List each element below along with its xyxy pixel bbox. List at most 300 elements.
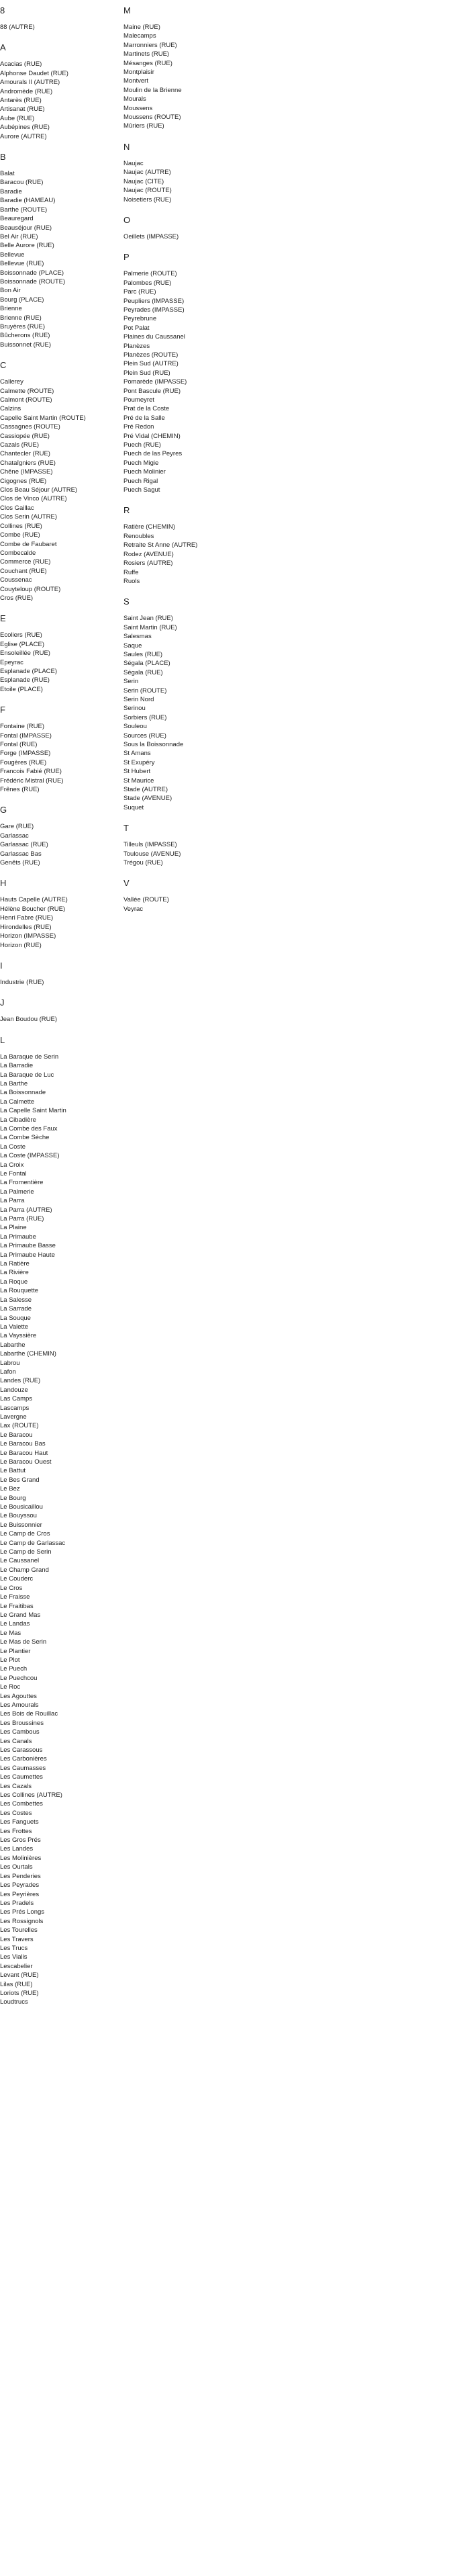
- street-name: Garlassac (RUE): [0, 841, 48, 849]
- street-name: Garlassac Bas: [0, 850, 42, 858]
- street-name: Saules (RUE): [123, 650, 163, 658]
- street-name: St Amans: [123, 750, 151, 758]
- street-name: Coussenac: [0, 576, 32, 584]
- street-name: Plein Sud (RUE): [123, 369, 170, 377]
- street-name: La Souque: [0, 1314, 31, 1322]
- street-name: Le Mas: [0, 1629, 21, 1637]
- street-name: Combe (RUE): [0, 531, 40, 539]
- street-name: La Palmerie: [0, 1188, 34, 1196]
- street-name: La Plaine: [0, 1224, 27, 1232]
- street-name: Fougères (RUE): [0, 758, 47, 766]
- street-name: Malecamps: [123, 32, 156, 40]
- street-name: Couchant (RUE): [0, 567, 47, 575]
- street-name: Puech Sagut: [123, 486, 160, 494]
- street-name: Le Bes Grand: [0, 1476, 40, 1484]
- street-name: La Rouquette: [0, 1287, 39, 1295]
- street-list: [0, 377, 121, 603]
- street-name: Palmerie (ROUTE): [123, 270, 177, 278]
- street-name: Amourals II (AUTRE): [0, 79, 60, 87]
- street-name: Trégou (RUE): [123, 859, 163, 867]
- street-name: Le Cros: [0, 1584, 23, 1592]
- street-name: Alphonse Daudet (RUE): [0, 69, 68, 77]
- letter-section: [0, 152, 121, 349]
- street-name: Gare (RUE): [0, 823, 34, 831]
- street-name: Les Molinières: [0, 1854, 42, 1862]
- letter-heading: G: [0, 805, 7, 815]
- street-name: Mésanges (RUE): [123, 59, 172, 67]
- street-name: Le Fraitibas: [0, 1602, 34, 1610]
- street-name: Hauts Capelle (AUTRE): [0, 896, 68, 904]
- street-name: Prat de la Coste: [123, 405, 170, 413]
- street-name: Les Penderies: [0, 1872, 41, 1880]
- street-name: La Valette: [0, 1323, 29, 1331]
- street-name: Fontaine (RUE): [0, 723, 44, 731]
- street-name: Labrou: [0, 1359, 20, 1367]
- street-name: Le Bourg: [0, 1494, 26, 1502]
- street-name: Levant (RUE): [0, 1971, 39, 1980]
- street-name: La Sarrade: [0, 1305, 32, 1313]
- street-name: Les Gros Prés: [0, 1836, 41, 1845]
- street-name: Pomarède (IMPASSE): [123, 378, 187, 386]
- street-name: Capelle Saint Martin (ROUTE): [0, 414, 86, 422]
- street-name: Montplaisir: [123, 69, 154, 77]
- street-name: Serin: [123, 678, 139, 686]
- street-name: Bellevue (RUE): [0, 260, 44, 268]
- street-list: [0, 822, 121, 867]
- street-name: Bûcherons (RUE): [0, 332, 50, 340]
- street-name: Le Baracou: [0, 1431, 33, 1439]
- street-name: Esplanade (RUE): [0, 676, 50, 684]
- street-name: Le Mas de Serin: [0, 1638, 47, 1646]
- street-name: La Capelle Saint Martin: [0, 1107, 66, 1115]
- street-name: Puech Rigal: [123, 477, 158, 485]
- street-name: Les Collines (AUTRE): [0, 1791, 62, 1800]
- street-name: Vallée (ROUTE): [123, 896, 169, 904]
- street-name: Le Couderc: [0, 1575, 34, 1583]
- street-name: Baradie: [0, 187, 22, 195]
- street-name: Les Broussines: [0, 1719, 44, 1727]
- street-name: Artisanat (RUE): [0, 105, 45, 114]
- street-name: Cros (RUE): [0, 594, 34, 602]
- street-name: Les Peyrières: [0, 1890, 40, 1898]
- street-name: Puech Molinier: [123, 468, 166, 476]
- street-name: Brienne: [0, 305, 22, 313]
- letter-heading: L: [0, 1034, 5, 1045]
- street-name: Pré de la Salle: [123, 414, 165, 422]
- street-name: Tilleuls (IMPASSE): [123, 841, 177, 849]
- street-name: La Combe des Faux: [0, 1124, 58, 1132]
- street-name: Bruyères (RUE): [0, 322, 46, 330]
- letter-section: [123, 5, 258, 131]
- street-name: Maine (RUE): [123, 24, 160, 31]
- street-name: Henri Fabre (RUE): [0, 914, 54, 922]
- street-name: Serinou: [123, 705, 146, 713]
- street-name: Collines (RUE): [0, 522, 42, 530]
- street-name: Plaines du Caussanel: [123, 333, 185, 341]
- street-name: La Barthe: [0, 1079, 28, 1087]
- letter-heading: 8: [0, 5, 5, 15]
- street-name: Poumeyret: [123, 396, 154, 404]
- street-list: [0, 722, 121, 794]
- street-name: Commerce (RUE): [0, 558, 51, 566]
- street-name: Balat: [0, 170, 15, 178]
- street-name: Frênes (RUE): [0, 786, 40, 794]
- street-name: Jean Boudou (RUE): [0, 1016, 58, 1024]
- street-name: Clos de Vinco (AUTRE): [0, 495, 67, 503]
- street-name: Andromède (RUE): [0, 87, 53, 95]
- letter-heading: S: [123, 596, 130, 607]
- street-name: Clos Gaillac: [0, 504, 34, 512]
- street-name: Boissonnade (PLACE): [0, 269, 64, 277]
- street-name: Naujac (ROUTE): [123, 187, 172, 195]
- street-name: La Cibadière: [0, 1116, 36, 1124]
- street-name: Genêts (RUE): [0, 859, 40, 867]
- street-name: Les Caumasses: [0, 1764, 46, 1772]
- street-name: St Exupéry: [123, 758, 155, 766]
- street-name: Horizon (RUE): [0, 941, 42, 949]
- letter-section: [0, 5, 121, 32]
- street-name: Bon Air: [0, 287, 21, 295]
- street-name: Pré Redon: [123, 423, 154, 431]
- street-name: Le Bez: [0, 1485, 20, 1493]
- letter-section: [0, 805, 121, 867]
- street-name: Peyrebrune: [123, 315, 157, 323]
- street-list: [123, 269, 258, 494]
- street-name: Chantecler (RUE): [0, 450, 50, 458]
- street-name: La Barradie: [0, 1062, 34, 1070]
- street-name: Les Canals: [0, 1737, 32, 1745]
- street-name: La Baraque de Luc: [0, 1071, 54, 1079]
- street-name: Sorbiers (RUE): [123, 713, 167, 721]
- street-list: [0, 60, 121, 141]
- street-name: Aurore (AUTRE): [0, 132, 47, 140]
- street-name: Les Bois de Rouillac: [0, 1710, 58, 1718]
- street-name: Buissonnet (RUE): [0, 341, 52, 349]
- street-name: Les Agouttes: [0, 1692, 37, 1700]
- street-name: Saque: [123, 641, 142, 650]
- street-name: Lavergne: [0, 1413, 27, 1421]
- street-name: Frédéric Mistral (RUE): [0, 776, 64, 785]
- street-index-left-column: [0, 5, 121, 2018]
- street-name: Peupliers (IMPASSE): [123, 297, 185, 305]
- street-name: Callerey: [0, 378, 23, 386]
- street-name: Les Carbonières: [0, 1755, 47, 1763]
- street-name: Landouze: [0, 1386, 28, 1394]
- street-name: La Coste (IMPASSE): [0, 1152, 60, 1160]
- street-name: St Hubert: [123, 768, 151, 776]
- street-name: 88 (AUTRE): [0, 24, 35, 31]
- street-name: Mourals: [123, 95, 146, 103]
- street-name: Fontal (RUE): [0, 741, 38, 748]
- street-name: Beauregard: [0, 215, 34, 223]
- street-name: La Coste: [0, 1143, 26, 1151]
- street-name: Le Fontal: [0, 1170, 27, 1178]
- street-name: Naujac (CITE): [123, 177, 164, 185]
- street-list: [123, 23, 258, 131]
- street-name: La Vayssière: [0, 1332, 37, 1340]
- street-name: Les Cazals: [0, 1782, 32, 1790]
- street-name: Calmont (ROUTE): [0, 396, 52, 404]
- letter-section: [0, 42, 121, 141]
- street-name: Puech Migie: [123, 459, 159, 467]
- street-list: [123, 159, 258, 204]
- street-name: Rosiers (AUTRE): [123, 560, 173, 568]
- street-name: Le Roc: [0, 1683, 21, 1691]
- street-name: Antarès (RUE): [0, 97, 42, 105]
- street-name: Forge (IMPASSE): [0, 750, 51, 758]
- letter-section: [123, 823, 258, 867]
- street-name: Clos Serin (AUTRE): [0, 513, 57, 521]
- street-name: Les Combettes: [0, 1800, 43, 1808]
- letter-section: [123, 142, 258, 204]
- letter-heading: O: [123, 214, 131, 225]
- street-name: Cassiopée (RUE): [0, 432, 50, 440]
- street-name: Renoubles: [123, 532, 154, 540]
- street-name: La Roque: [0, 1278, 28, 1286]
- street-name: Les Pradels: [0, 1899, 34, 1907]
- street-name: Couyteloup (ROUTE): [0, 585, 61, 593]
- street-name: Stade (AVENUE): [123, 795, 172, 803]
- street-name: Labarthe: [0, 1341, 26, 1349]
- letter-heading: N: [123, 141, 130, 152]
- letter-heading: V: [123, 878, 130, 889]
- street-list: [0, 978, 121, 987]
- street-name: Les Travers: [0, 1935, 34, 1943]
- street-name: Aubépines (RUE): [0, 124, 50, 132]
- letter-section: [0, 1035, 121, 2007]
- street-name: Le Puech: [0, 1665, 28, 1673]
- street-name: St Maurice: [123, 776, 154, 785]
- street-name: Les Carassous: [0, 1746, 43, 1754]
- street-list: [123, 523, 258, 586]
- letter-section: [0, 878, 121, 949]
- street-name: La Primaube: [0, 1233, 36, 1241]
- letter-heading: A: [0, 42, 6, 53]
- letter-heading: H: [0, 878, 7, 889]
- street-name: Moulin de la Brienne: [123, 86, 182, 94]
- letter-heading: R: [123, 505, 130, 516]
- letter-heading: T: [123, 823, 129, 834]
- street-name: Garlassac: [0, 832, 29, 840]
- letter-heading: F: [0, 705, 5, 715]
- street-name: Lescabelier: [0, 1962, 33, 1970]
- street-name: Les Prés Longs: [0, 1908, 45, 1916]
- street-name: Loudtrucs: [0, 1998, 28, 2006]
- street-list: [0, 631, 121, 694]
- street-list: [123, 895, 258, 914]
- letter-section: [0, 997, 121, 1024]
- street-name: La Calmette: [0, 1098, 35, 1106]
- street-name: Serin (ROUTE): [123, 686, 167, 695]
- street-name: Saint Martin (RUE): [123, 623, 177, 631]
- street-name: Le Puechcou: [0, 1674, 38, 1682]
- street-name: Le Buissonnier: [0, 1521, 42, 1529]
- street-name: Chataîgniers (RUE): [0, 459, 56, 467]
- street-name: Serin Nord: [123, 695, 154, 703]
- street-name: Toulouse (AVENUE): [123, 850, 181, 858]
- street-list: [123, 232, 258, 241]
- street-name: Moussens: [123, 104, 153, 112]
- street-name: Industrie (RUE): [0, 978, 44, 986]
- street-name: Bourg (PLACE): [0, 296, 44, 304]
- street-name: La Primaube Basse: [0, 1242, 56, 1250]
- letter-section: [0, 360, 121, 603]
- letter-heading: B: [0, 152, 6, 163]
- street-name: Pré Vidal (CHEMIN): [123, 432, 181, 440]
- street-name: La Ratière: [0, 1260, 30, 1268]
- letter-section: [123, 878, 258, 914]
- street-name: Baracou (RUE): [0, 179, 44, 187]
- letter-section: [0, 705, 121, 794]
- letter-heading: P: [123, 252, 130, 263]
- street-name: Belle Aurore (RUE): [0, 242, 54, 250]
- street-name: Boissonnade (ROUTE): [0, 277, 66, 285]
- letter-section: [0, 613, 121, 694]
- street-name: La Combe Sèche: [0, 1134, 50, 1142]
- street-name: Les Caumettes: [0, 1773, 43, 1781]
- street-name: Le Baracou Haut: [0, 1449, 48, 1457]
- street-name: Beauséjour (RUE): [0, 224, 52, 232]
- street-name: Lilas (RUE): [0, 1980, 33, 1988]
- street-name: Planèzes: [123, 342, 150, 350]
- street-name: Planèzes (ROUTE): [123, 351, 179, 359]
- street-name: Naujac (AUTRE): [123, 169, 171, 177]
- street-name: Ruols: [123, 577, 140, 585]
- street-name: Francois Fabié (RUE): [0, 768, 62, 776]
- street-name: Ecoliers (RUE): [0, 631, 42, 639]
- street-name: Les Vialis: [0, 1953, 28, 1961]
- street-name: Stade (AUTRE): [123, 786, 168, 794]
- street-name: Salesmas: [123, 633, 152, 641]
- street-name: Hélène Boucher (RUE): [0, 905, 66, 913]
- street-name: Landes (RUE): [0, 1377, 41, 1385]
- street-name: La Parra (RUE): [0, 1215, 44, 1223]
- street-name: Cassagnes (ROUTE): [0, 423, 60, 431]
- street-name: Bel Air (RUE): [0, 232, 38, 240]
- street-name: Les Tourelles: [0, 1926, 38, 1935]
- street-name: Suquet: [123, 803, 144, 811]
- street-name: Clos Beau Séjour (AUTRE): [0, 486, 78, 494]
- street-name: Las Camps: [0, 1395, 33, 1403]
- street-name: Les Frottes: [0, 1827, 32, 1835]
- street-name: Saint Jean (RUE): [123, 615, 173, 623]
- street-name: Les Trucs: [0, 1944, 28, 1952]
- street-name: Epeyrac: [0, 658, 23, 666]
- street-name: Le Battut: [0, 1467, 26, 1475]
- street-name: Pot Palat: [123, 324, 150, 332]
- street-name: Le Baracou Bas: [0, 1440, 46, 1448]
- street-name: Esplanade (PLACE): [0, 667, 58, 675]
- street-name: Brienne (RUE): [0, 314, 42, 322]
- street-name: Oeillets (IMPASSE): [123, 232, 179, 240]
- street-name: Etoile (PLACE): [0, 685, 43, 693]
- street-name: Les Peyrades: [0, 1881, 40, 1890]
- street-name: Horizon (IMPASSE): [0, 932, 56, 940]
- street-name: Le Bouyssou: [0, 1512, 37, 1520]
- letter-heading: J: [0, 997, 5, 1008]
- street-name: Chêne (IMPASSE): [0, 468, 53, 476]
- street-name: Calzins: [0, 405, 21, 413]
- street-name: Loriots (RUE): [0, 1989, 39, 1997]
- street-name: Souleou: [123, 723, 147, 731]
- street-name: Cigognes (RUE): [0, 477, 47, 485]
- street-name: Aube (RUE): [0, 114, 35, 122]
- street-name: La Baraque de Serin: [0, 1053, 59, 1061]
- street-name: Le Plot: [0, 1656, 20, 1664]
- street-name: Fontal (IMPASSE): [0, 731, 52, 740]
- street-name: Lafon: [0, 1368, 16, 1376]
- street-name: Sous la Boissonnade: [123, 741, 184, 748]
- street-name: Les Landes: [0, 1845, 34, 1853]
- street-name: Puech de las Peyres: [123, 450, 183, 458]
- street-name: Barthe (ROUTE): [0, 206, 48, 214]
- street-name: Ruffe: [123, 568, 139, 576]
- letter-section: [123, 252, 258, 494]
- street-name: Parc (RUE): [123, 288, 156, 296]
- street-name: Marronniers (RUE): [123, 41, 177, 49]
- street-name: Lascamps: [0, 1404, 30, 1412]
- street-name: Ensoleillée (RUE): [0, 650, 50, 658]
- street-name: La Rivière: [0, 1269, 29, 1277]
- street-name: Les Cambous: [0, 1728, 40, 1736]
- street-name: Les Ourtals: [0, 1863, 33, 1871]
- street-name: Montvert: [123, 77, 148, 85]
- street-name: Ségala (RUE): [123, 668, 163, 676]
- street-name: Le Bousicaillou: [0, 1503, 43, 1511]
- street-name: Le Plantier: [0, 1647, 31, 1655]
- street-name: Mûriers (RUE): [123, 122, 164, 130]
- street-name: La Primaube Haute: [0, 1251, 55, 1259]
- street-name: Le Camp de Garlassac: [0, 1539, 66, 1547]
- street-list: [123, 840, 258, 867]
- street-name: La Salesse: [0, 1296, 32, 1304]
- street-list: [0, 169, 121, 349]
- street-list: [0, 23, 121, 32]
- street-name: Bellevue: [0, 251, 25, 259]
- street-list: [123, 614, 258, 812]
- street-name: Le Camp de Serin: [0, 1548, 52, 1556]
- letter-heading: I: [0, 960, 3, 971]
- street-name: Peyrades (IMPASSE): [123, 306, 185, 314]
- street-name: Le Champ Grand: [0, 1566, 49, 1574]
- street-name: Le Camp de Cros: [0, 1530, 50, 1538]
- letter-section: [123, 505, 258, 586]
- street-name: Les Amourals: [0, 1701, 39, 1709]
- street-name: Combe de Faubaret: [0, 540, 57, 548]
- street-name: Ratière (CHEMIN): [123, 523, 176, 531]
- street-name: Le Fraisse: [0, 1593, 30, 1601]
- street-name: Le Baracou Ouest: [0, 1458, 52, 1466]
- street-name: La Parra (AUTRE): [0, 1206, 52, 1214]
- street-name: Les Costes: [0, 1809, 32, 1817]
- street-name: Veyrac: [123, 905, 144, 913]
- street-name: La Croix: [0, 1161, 24, 1169]
- street-name: La Fromentière: [0, 1179, 44, 1187]
- street-list: [0, 895, 121, 949]
- street-name: Noisetiers (RUE): [123, 195, 172, 204]
- street-list: [0, 1053, 121, 2007]
- letter-section: [123, 215, 258, 241]
- street-name: Moussens (ROUTE): [123, 114, 181, 122]
- street-name: Retraite St Anne (AUTRE): [123, 541, 198, 549]
- letter-heading: C: [0, 360, 7, 371]
- street-name: Combecalde: [0, 549, 36, 557]
- street-name: Les Fanguets: [0, 1818, 39, 1826]
- street-name: Le Grand Mas: [0, 1611, 41, 1619]
- street-name: Ségala (PLACE): [123, 660, 170, 668]
- letter-section: [0, 961, 121, 987]
- street-name: Les Rossignols: [0, 1917, 44, 1925]
